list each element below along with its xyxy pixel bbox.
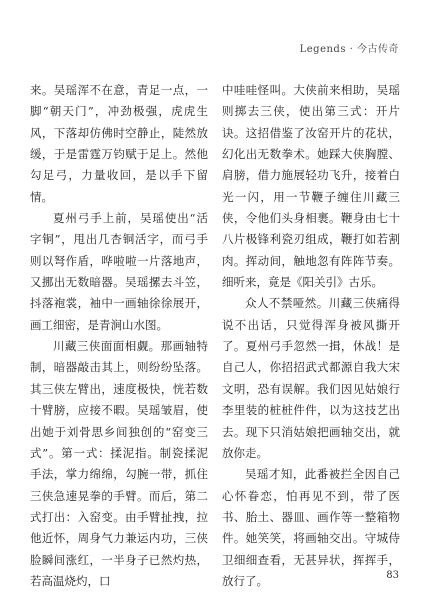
paragraph: 来。吴瑶浑不在意，青足一点，一脚“朝天门”，冲劲极强，虎虎生风，下落却仿佛时空静止，陡然放缓，于是雷霆万钧赋于足上。然他勾足弓，力量收回，是以手下留情。 — [30, 83, 208, 204]
paragraph: 川藏三侠面面相觑。那画轴特制，暗器敲击其上，则纷纷坠落。其三侠左臂出，速度极快，恍若数十臂膀，应接不暇。吴瑶皱眉，使出她于刘骨思乡间独创的“窑变三式”。第一式：揉泥指。制瓷揉泥手法，掌力绵绵，勾腕一带，抓住三侠急速晃拳的手臂。而后，第二式打出：入窑变。由手臂扯拽，拉他近怀，周身气力兼运内功，三侠脸瞬间涨红，一半身子已然灼热，若高温烧灼，口 — [30, 339, 208, 588]
paragraph: 吴瑶才知，此番被拦全因自己心怀眷恋，怕再见不到，带了医书、胎土、器皿、画作等一整箱物件。她笑笑，将画轴交出。守城侍卫细细查看，无甚异状，挥挥手，放行了。 — [222, 467, 400, 588]
left-column — [30, 80, 208, 592]
paragraph: 中哇哇怪叫。大侠前来相助，吴瑶则掷去三侠，使出第三式：开片诀。这招借鉴了汝窑开片的花状，幻化出无数拳术。她踩大侠胸膛、肩膀，借力施展轻功飞升，接着白光一闪，用一节鞭子缠住川藏三侠，令他们头身相裹。鞭身由七十八片极锋利瓷刃组成，鞭打如若割肉。挥动间，触地忽有阵阵节奏。细听来，竟是《阳关引》古乐。 — [222, 83, 400, 290]
page-number: 83 — [386, 570, 399, 581]
paragraph: 众人不禁哑然。川藏三侠痛得说不出话，只觉得浑身被风撕开了。夏州弓手忽然一揖，休战！是自己人，你招招武式都源自我大宋文明，恐有误解。我们因见姑娘行李里装的桩桩件件，以为这技艺出去。现下只消姑娘把画轴交出，就放你走。 — [222, 296, 400, 460]
paragraph: 夏州弓手上前，吴瑶使出“活字铜”，甩出几杏铜活字，而弓手则以弩作盾，哗啦啦一片落地声，又挪出无数暗器。吴瑶摞去斗笠，抖落袍裳，袖中一画轴徐徐展开，画工细密，是青涧山水图。 — [30, 211, 208, 332]
running-header: Legends · 今古传奇 — [299, 44, 399, 55]
right-column — [222, 80, 400, 592]
